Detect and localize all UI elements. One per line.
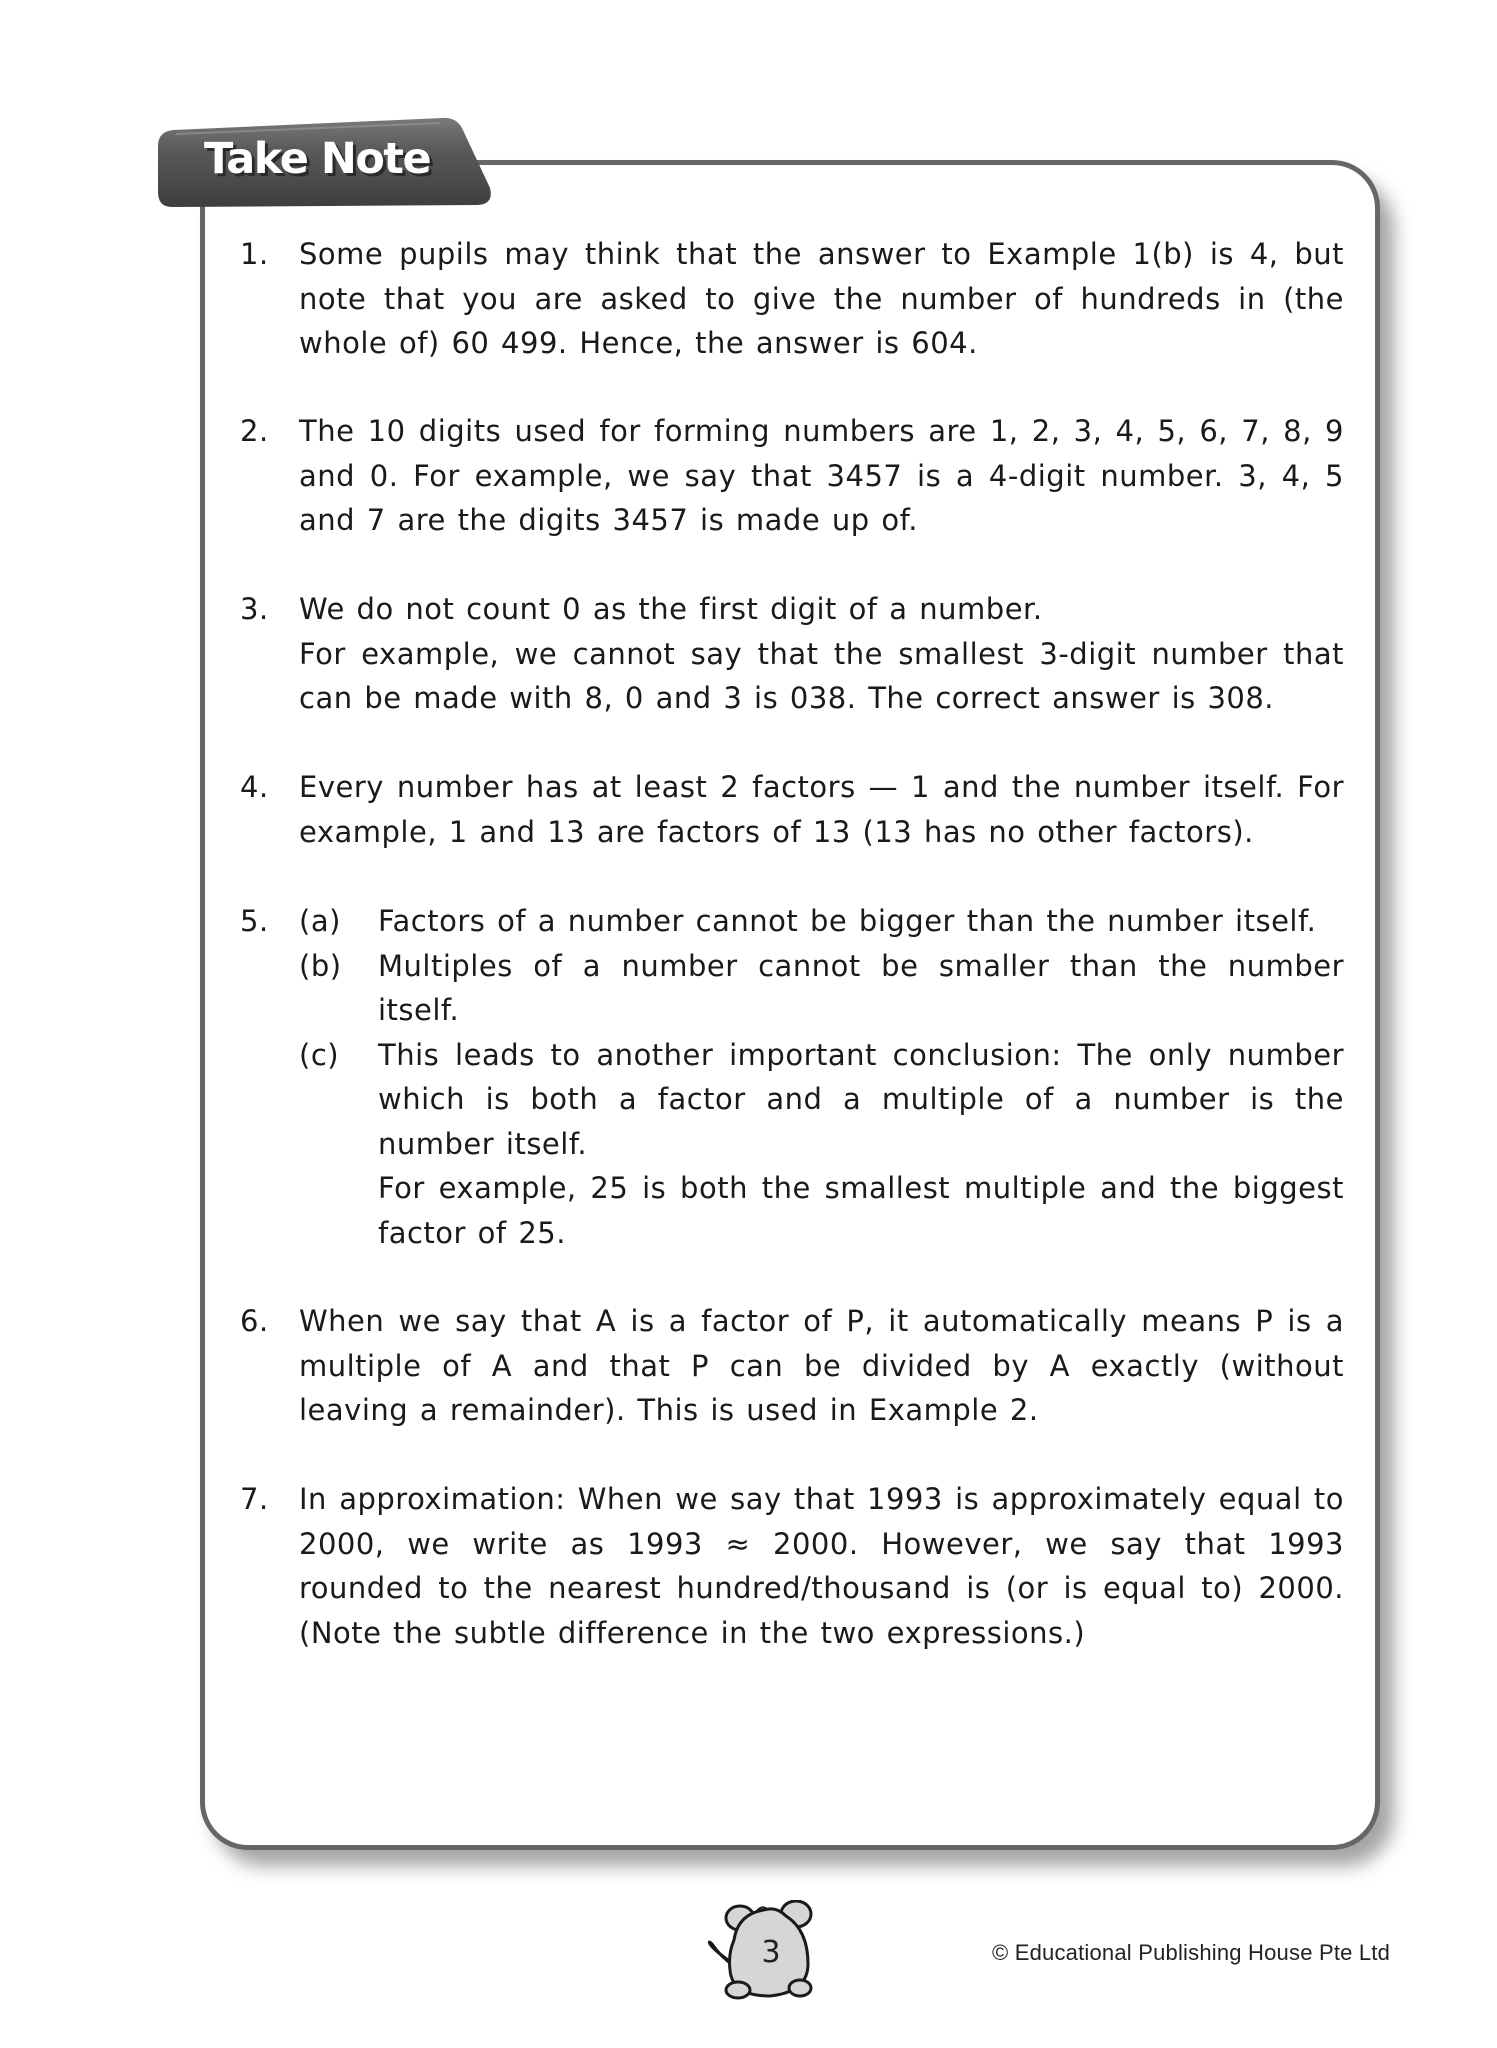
note-item-6 <box>240 1299 1344 1433</box>
item-text: When we say that A is a factor of P, it automatically means P is a multiple of A and that P can be divided by A exactly (without leaving a remainder). This is used in Example 2. <box>299 1304 1344 1427</box>
page-number: 3 <box>761 1935 781 1970</box>
item-number: 6. <box>240 1304 269 1338</box>
item-text: We do not count 0 as the first digit of a number. <box>299 592 1043 626</box>
note-item-2 <box>240 409 1344 543</box>
sub-item-example-text: For example, 25 is both the smallest multiple and the biggest factor of 25. <box>378 1171 1344 1250</box>
item-number: 4. <box>240 770 269 804</box>
item-text: In approximation: When we say that 1993 is approximately equal to 2000, we write as 1993 ≈ 2000. However, we say that 1993 rounded to the nearest hundred/thousand is (or is equal to) 2000. (Note the subtle difference in the two expressions.) <box>299 1482 1344 1650</box>
take-note-tab <box>156 116 496 208</box>
item-number: 3. <box>240 592 269 626</box>
note-item-7 <box>240 1477 1344 1655</box>
note-item-5 <box>240 899 1344 1255</box>
sub-item-c <box>299 1033 1344 1256</box>
sub-item-label: (a) <box>299 904 341 938</box>
sub-item-text: Factors of a number cannot be bigger than the number itself. <box>378 904 1317 938</box>
item-number: 1. <box>240 237 269 271</box>
item-number: 2. <box>240 414 269 448</box>
copyright-notice: © Educational Publishing House Pte Ltd <box>992 1940 1391 1965</box>
sub-item-text: This leads to another important conclusion: The only number which is both a factor and a multiple of a number is the number itself. <box>378 1037 1344 1161</box>
sub-item-label: (c) <box>299 1037 340 1072</box>
note-item-4 <box>240 765 1344 854</box>
item-example-text: For example, we cannot say that the smallest 3-digit number that can be made with 8, 0 and 3 is 038. The correct answer is 308. <box>299 636 1344 715</box>
note-item-1 <box>240 232 1344 366</box>
sub-item-a <box>299 899 1344 944</box>
page-title: Take Note <box>204 134 431 184</box>
item-text: The 10 digits used for forming numbers are 1, 2, 3, 4, 5, 6, 7, 8, 9 and 0. For example, we say that 3457 is a 4-digit number. 3, 4, 5 and 7 are the digits 3457 is made up of. <box>299 414 1344 537</box>
item-number: 7. <box>240 1482 269 1516</box>
note-item-3 <box>240 587 1344 721</box>
sub-item-b <box>299 944 1344 1033</box>
item-text: Some pupils may think that the answer to Example 1(b) is 4, but note that you are asked to give the number of hundreds in (the whole of) 60 499. Hence, the answer is 604. <box>299 237 1344 360</box>
item-number: 5. <box>240 904 269 938</box>
sub-item-label: (b) <box>299 948 342 983</box>
sub-item-text: Multiples of a number cannot be smaller than the number itself. <box>378 948 1344 1027</box>
item-text: Every number has at least 2 factors — 1 and the number itself. For example, 1 and 13 are factors of 13 (13 has no other factors). <box>299 770 1344 849</box>
